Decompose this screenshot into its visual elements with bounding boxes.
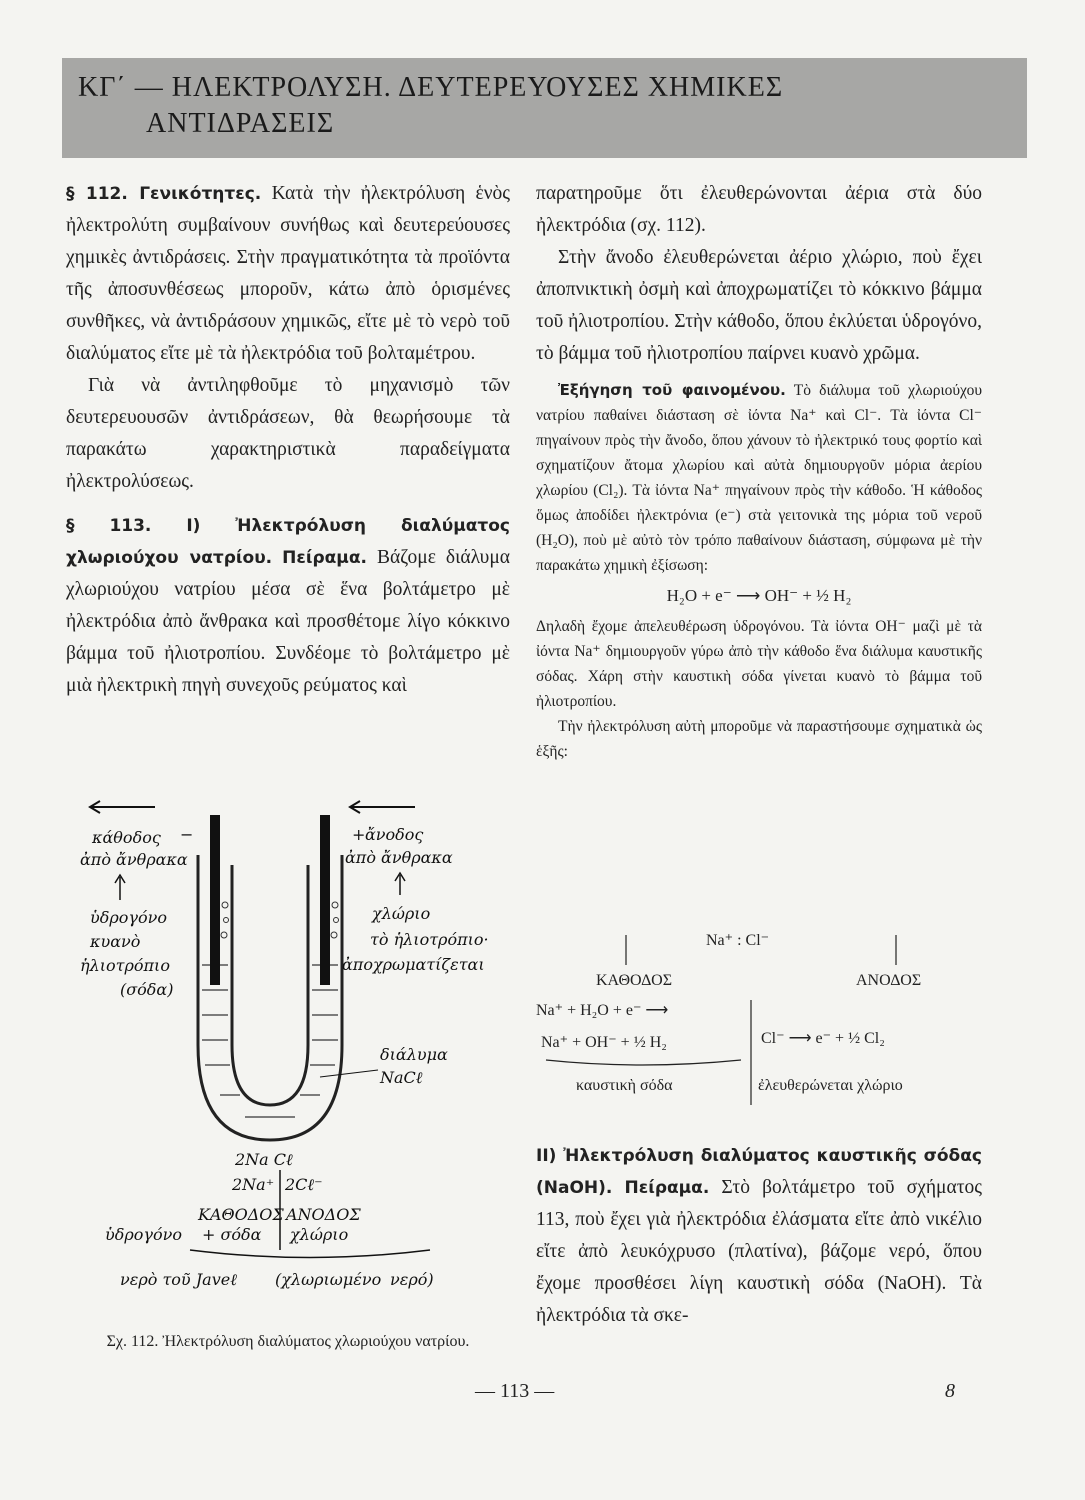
litmus-decolor-label-2: ἀποχρωματίζεται — [342, 955, 485, 974]
soda-label: (σόδα) — [120, 980, 174, 999]
signature-mark: 8 — [945, 1380, 955, 1402]
chlorine-arrow — [395, 873, 405, 895]
section-112 — [66, 178, 510, 370]
section-112-text: Κατὰ τὴν ἠλεκτρόλυση ἑνὸς ἠλεκτρολύτη συμβαίνουν συνήθως καὶ δευτερεύουσες χημικὲς ἀντιδράσεις. Στὴν πραγματικότητα τὰ προϊόντα τῆς ἀποσυνθέσεως μποροῦν, κάτω ἀπὸ ὁρισμένες συνθῆκες, νὰ ἀντιδράσουν χημικῶς, εἴτε μὲ τὸ νερὸ τοῦ διαλύματος εἴτε μὲ τὰ ἠλεκτρόδια τοῦ βολταμέτρου. — [66, 183, 510, 364]
section-112-title: § 112. Γενικότητες. — [66, 184, 262, 204]
anode-sign: + — [352, 825, 366, 844]
hydrogen-arrow — [115, 875, 125, 900]
section-ii-title: ΙΙ) Ἠλεκτρόλυση διαλύματος καυστικῆς σόδας (NaOH). — [536, 1146, 982, 1198]
litmus-decolor-label-1: τὸ ἡλιοτρόπιο· — [370, 930, 489, 949]
anode-label: ἄνοδος — [365, 825, 424, 844]
cathode-sign: − — [180, 825, 194, 844]
page-number: — 113 — — [475, 1380, 555, 1402]
chapter-title-line2: ΑΝΤΙΔΡΑΣΕΙΣ — [146, 108, 335, 139]
current-arrow-left — [90, 801, 155, 813]
main-equation: H₂O + e⁻ ⟶ OH⁻ + ½ H₂ — [666, 586, 852, 605]
solution-pointer — [320, 1070, 378, 1077]
electrolysis-figure — [80, 795, 510, 1315]
right-paragraph-4: Τὴν ἠλεκτρόλυση αὐτὴ μποροῦμε νὰ παραστήσουμε σχηματικὰ ὡς ἑξῆς: — [536, 718, 982, 760]
section-113-title: § 113. Ι) Ἠλεκτρόλυση διαλύματος χλωριούχου νατρίου. — [66, 516, 510, 568]
section-112-paragraph-2: Γιὰ νὰ ἀντιληφθοῦμε τὸ μηχανισμὸ τῶν δευτερευουσῶν ἀντιδράσεων, θὰ θεωρήσουμε τὰ παρακάτω χαρακτηριστικὰ παραδείγματα ἠλεκτρολύσεως. — [66, 375, 510, 492]
chloride-ions: 2Cℓ⁻ — [285, 1175, 323, 1194]
water-label: νερό) — [390, 1270, 434, 1289]
right-column — [536, 178, 982, 764]
nacl-formula: 2Na Cℓ — [235, 1150, 293, 1169]
blue-label: κυανὸ — [90, 932, 141, 951]
chlorine-product: χλώριο — [290, 1225, 349, 1244]
explanation-text: Τὸ διάλυμα τοῦ χλωριούχου νατρίου παθαίνει διάσταση σὲ ἰόντα Na⁺ καὶ Cl⁻. Τὰ ἰόντα Cl⁻ πηγαίνουν πρὸς τὴν ἄνοδο, ὅπου χάνουν τὸ ἠλεκτρικό τους φορτίο καὶ σχηματίζουν ἄτομα χλωρίου καὶ αὐτὰ δημιουργοῦν μόρια ἀερίου χλωρίου (Cl₂). Τὰ ἰόντα Na⁺ πηγαίνουν πρὸς τὴν κάθοδο. Ἡ κάθοδος ὅμως ἀποδίδει ἠλεκτρόνια (e⁻) στὰ γειτονικὰ της μόρια τοῦ νεροῦ (H₂O), ποὺ μὲ αὐτὸ τὸν τρόπο παθαίνουν διάσταση, σύμφωνα μὲ τὴν παρακάτω χημικὴ ἐξίσωση: — [536, 382, 983, 574]
scheme-reaction-2: Na⁺ + OH⁻ + ½ H₂ — [541, 1034, 667, 1051]
figure-caption-label: Σχ. 112. — [106, 1333, 159, 1350]
solution-liquid — [202, 965, 338, 1117]
scheme-cathode: ΚΑΘΟΔΟΣ — [596, 972, 673, 989]
anode-electrode — [320, 815, 330, 985]
cathode-caption: ΚΑΘΟΔΟΣ — [198, 1205, 284, 1224]
soda-product: + σόδα — [202, 1225, 262, 1244]
section-ii — [536, 1140, 982, 1332]
combination-brace — [190, 1250, 430, 1258]
section-113-experiment-label: Πείραμα. — [282, 548, 367, 568]
hydrogen-product: ὑδρογόνο — [105, 1225, 182, 1244]
solution-label: διάλυμα — [380, 1045, 448, 1064]
scheme-ions: Na⁺ : Cl⁻ — [706, 932, 770, 949]
scheme-chlorine: ἐλευθερώνεται χλώριο — [758, 1077, 903, 1094]
explanation-title: Ἐξήγηση τοῦ φαινομένου. — [558, 381, 786, 399]
hydrogen-label: ὑδρογόνο — [90, 908, 167, 927]
anode-caption: ΑΝΟΔΟΣ — [286, 1205, 361, 1224]
right-paragraph-3: Δηλαδὴ ἔχομε ἀπελευθέρωση ὑδρογόνου. Τὰ ἰόντα OH⁻ μαζὶ μὲ τὰ ἰόντα Na⁺ δημιουργοῦν γύρω ἀπὸ τὴν κάθοδο ἕνα διάλυμα καυστικῆς σόδας. Χάρη στὴν καυστικὴ σόδα γίνεται κυανὸ τὸ βάμμα τοῦ ἠλιοτροπίου. — [536, 618, 982, 710]
scheme-anode: ΑΝΟΔΟΣ — [856, 972, 922, 989]
electrolysis-scheme — [536, 925, 982, 1105]
section-ii-text: Στὸ βολτάμετρο τοῦ σχήματος 113, ποὺ ἔχει γιὰ ἠλεκτρόδια ἐλάσματα εἴτε ἀπὸ νικέλιο εἴτε ἀπὸ λευκόχρυσο (πλατίνα), βάζομε νερό, ὅπου ἔχομε προσθέσει λίγη καυστικὴ σόδα (NaOH). Τὰ ἠλεκτρόδια τὰ σκε- — [536, 1177, 983, 1326]
section-113 — [66, 510, 510, 702]
current-arrow-right — [350, 801, 415, 813]
anode-material-label: ἀπὸ ἄνθρακα — [345, 848, 453, 867]
javel-label: νερὸ τοῦ Javeℓ — [120, 1270, 237, 1289]
hypochlorite-label: (χλωριωμένο — [275, 1270, 382, 1289]
litmus-label: ἡλιοτρόπιο — [80, 956, 170, 975]
right-paragraph-1: παρατηροῦμε ὅτι ἐλευθερώνονται ἀέρια στὰ δύο ἠλεκτρόδια (σχ. 112). — [536, 183, 982, 236]
cathode-label: κάθοδος — [92, 828, 161, 847]
chlorine-label: χλώριο — [372, 904, 431, 923]
figure-caption-text: Ἠλεκτρόλυση διαλύματος χλωριούχου νατρίου. — [162, 1333, 470, 1350]
section-113-text: Βάζομε διάλυμα χλωριούχου νατρίου μέσα σὲ ἕνα βολτάμετρο μὲ ἠλεκτρόδια ἀπὸ ἄνθρακα καὶ προσθέτομε λίγο κόκκινο βάμμα τοῦ ἠλιοτροπίου. Συνδέομε τὸ βολτάμετρο μὲ μιὰ ἠλεκτρικὴ πηγὴ συνεχοῦς ρεύματος καὶ — [66, 547, 510, 696]
right-section-2 — [536, 1140, 982, 1332]
figure-caption — [66, 1330, 510, 1354]
scheme-brace — [546, 1060, 741, 1065]
nacl-label: NaCℓ — [380, 1068, 423, 1087]
chapter-title-line1: ΚΓ΄ — ΗΛΕΚΤΡΟΛΥΣΗ. ΔΕΥΤΕΡΕΥΟΥΣΕΣ ΧΗΜΙΚΕΣ — [78, 72, 784, 103]
scheme-reaction-1: Na⁺ + H₂O + e⁻ ⟶ — [536, 1002, 669, 1019]
chapter-title — [78, 70, 998, 142]
right-paragraph-2: Στὴν ἄνοδο ἐλευθερώνεται ἀέριο χλώριο, ποὺ ἔχει ἀποπνικτικὴ ὀσμὴ καὶ ἀποχρωματίζει τὸ κόκκινο βάμμα τοῦ ἠλιοτροπίου. Στὴν κάθοδο, ὅπου ἐκλύεται ὑδρογόνο, τὸ βάμμα τοῦ ἠλιοτροπίου παίρνει κυανὸ χρῶμα. — [536, 247, 982, 364]
scheme-soda: καυστικὴ σόδα — [576, 1077, 673, 1094]
cathode-electrode — [210, 815, 220, 985]
cathode-material-label: ἀπὸ ἄνθρακα — [80, 850, 188, 869]
left-column — [66, 178, 510, 702]
section-ii-experiment-label: Πείραμα. — [624, 1178, 710, 1198]
explanation-paragraph — [536, 378, 982, 578]
scheme-reaction-3: Cl⁻ ⟶ e⁻ + ½ Cl₂ — [761, 1030, 885, 1047]
sodium-ions: 2Na⁺ — [232, 1175, 275, 1194]
